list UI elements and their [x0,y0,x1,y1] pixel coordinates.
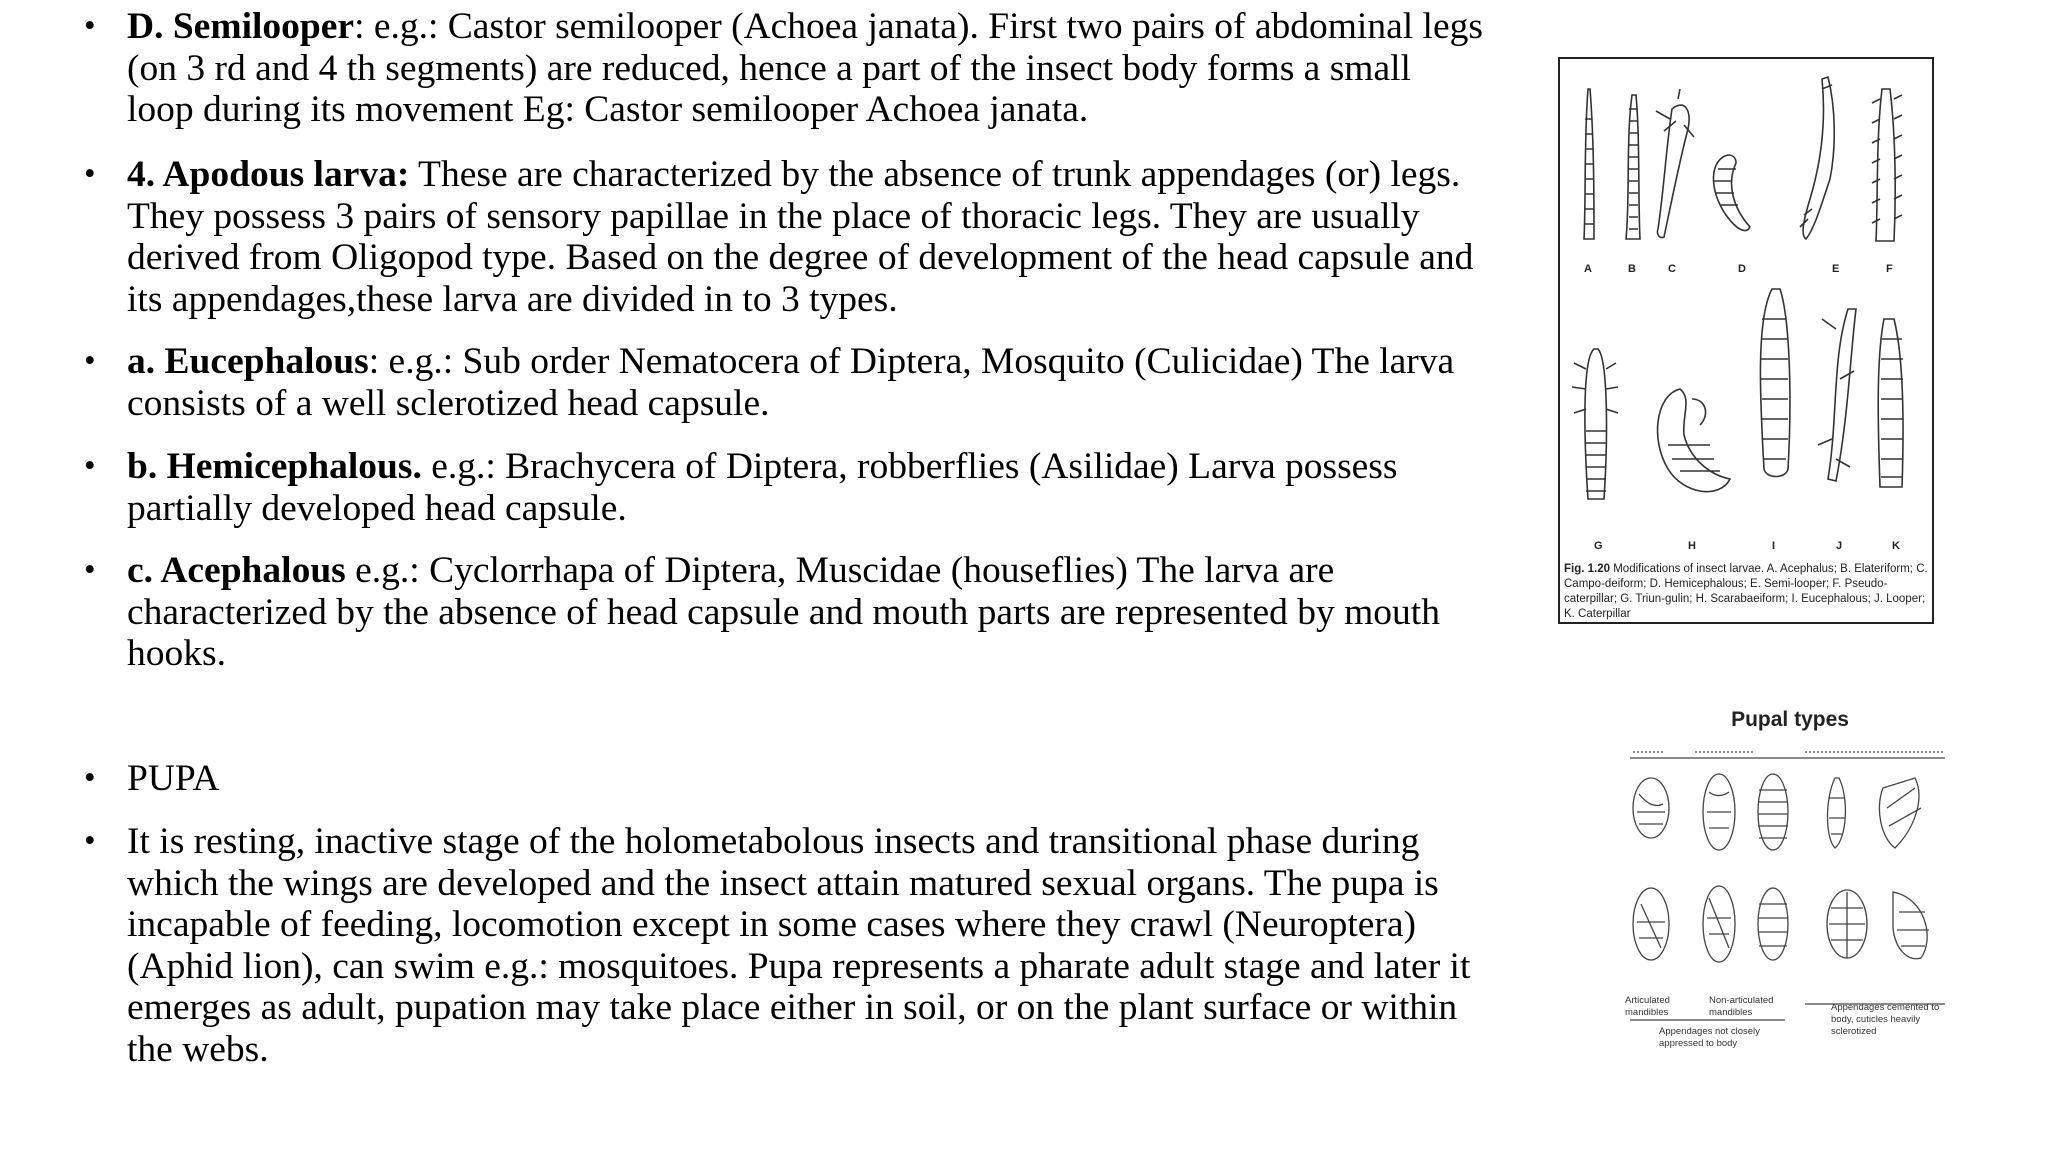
bullet-marker: • [84,156,96,192]
pupa-label: Appendages not closely appressed to body [1659,1026,1760,1049]
letter-label: H [1688,540,1696,552]
term: c. Acephalous [127,550,346,591]
larva-f-drawing [1876,89,1895,241]
list-item [84,758,219,800]
figure-letters [1584,263,1900,552]
list-item [84,6,1484,131]
pupa-label: Articulated mandibles [1625,995,1670,1018]
definition: These are characterized by the absence of trunk appendages (or) legs. They possess 3 pairs of sensory papillae in the place of thoracic legs. They are usually derived from Oligopod type. Based on the degree of development of the head capsule and its appendages,these larva are divided in to 3 types. [127,154,1474,320]
letter-label: D [1738,263,1746,275]
pupa-drawing [1633,888,1669,960]
larva-k-drawing [1878,319,1903,487]
bullet-marker: • [84,552,96,588]
figure-caption [1564,562,1930,622]
list-item [84,341,1484,424]
larva-types-figure [1558,57,1934,624]
term: D. Semilooper [127,6,355,47]
larva-h-drawing [1658,389,1730,492]
larva-e-drawing [1803,77,1834,239]
letter-label: I [1772,540,1776,552]
list-item [84,550,1484,675]
figure-title: Pupal types [1731,708,1849,731]
list-item [84,446,1484,529]
bullet-marker: • [84,8,96,44]
term: b. Hemicephalous. [127,446,422,487]
letter-label: J [1836,540,1843,552]
pupal-types-figure [1625,708,1955,1060]
letter-label: F [1886,263,1893,275]
bullet-marker: • [84,448,96,484]
pupa-drawing [1758,888,1788,960]
pupa-drawing [1893,892,1927,959]
definition: It is resting, inactive stage of the holometabolous insects and transitional phase during which the wings are developed and the insect attain matured sexual organs. The pupa is incapable of feeding, locomotion except in some cases where they crawl (Neuroptera) (Aphid lion), can swim e.g.: mosquitoes. Pupa represents a pharate adult stage and later it emerges as adult, pupation may take place either in soil, or on the plant surface or within the webs. [127,821,1471,1070]
pupa-drawing [1828,778,1846,848]
bullet-marker: • [84,343,96,379]
definition: e.g.: Brachycera of Diptera, robberflies (Asilidae) Larva possess partially developed head capsule. [127,446,1398,529]
letter-label: A [1584,263,1592,275]
bullet-marker: • [84,823,96,859]
caption-text: Modifications of insect larvae. A. Acephalus; B. Elateriform; C. Campo-deiform; D. Hemicephalous; E. Semi-looper; F. Pseudo-caterpillar; G. Triun-gulin; H. Scarabaeiform; I. Eucephalous; J. Looper; K. Caterpillar [1564,563,1928,620]
pupa-drawing [1633,778,1669,838]
section-heading: PUPA [127,758,220,799]
definition: e.g.: Cyclorrhapa of Diptera, Muscidae (houseflies) The larva are characterized by the absence of head capsule and mouth parts are represented by mouth hooks. [127,550,1440,674]
larva-j-drawing [1828,309,1856,481]
letter-label: B [1628,263,1636,275]
list-item [84,821,1484,1070]
larva-g-drawing [1585,349,1607,499]
letter-label: C [1668,263,1676,275]
letter-label: G [1594,540,1603,552]
bullet-marker: • [84,760,96,796]
larva-i-drawing [1760,289,1790,477]
term: 4. Apodous larva: [127,154,410,195]
term: a. Eucephalous [127,341,369,382]
pupa-label: Non-articulated mandibles [1709,995,1774,1018]
letter-label: E [1832,263,1840,275]
pupa-label: Appendages cemented to body, cuticles heavily sclerotized [1831,1002,1940,1037]
figure-number: Fig. 1.20 [1564,563,1611,575]
definition: : e.g.: Castor semilooper (Achoea janata). First two pairs of abdominal legs (on 3 rd and 4 th segments) are reduced, hence a part of the insect body forms a small loop during its movement Eg: Castor semilooper Achoea janata. [127,6,1483,130]
list-item [84,154,1484,320]
larva-drawings [1560,59,1936,626]
letter-label: K [1892,540,1900,552]
definition: : e.g.: Sub order Nematocera of Diptera, Mosquito (Culicidae) The larva consists of a well sclerotized head capsule. [127,341,1455,424]
